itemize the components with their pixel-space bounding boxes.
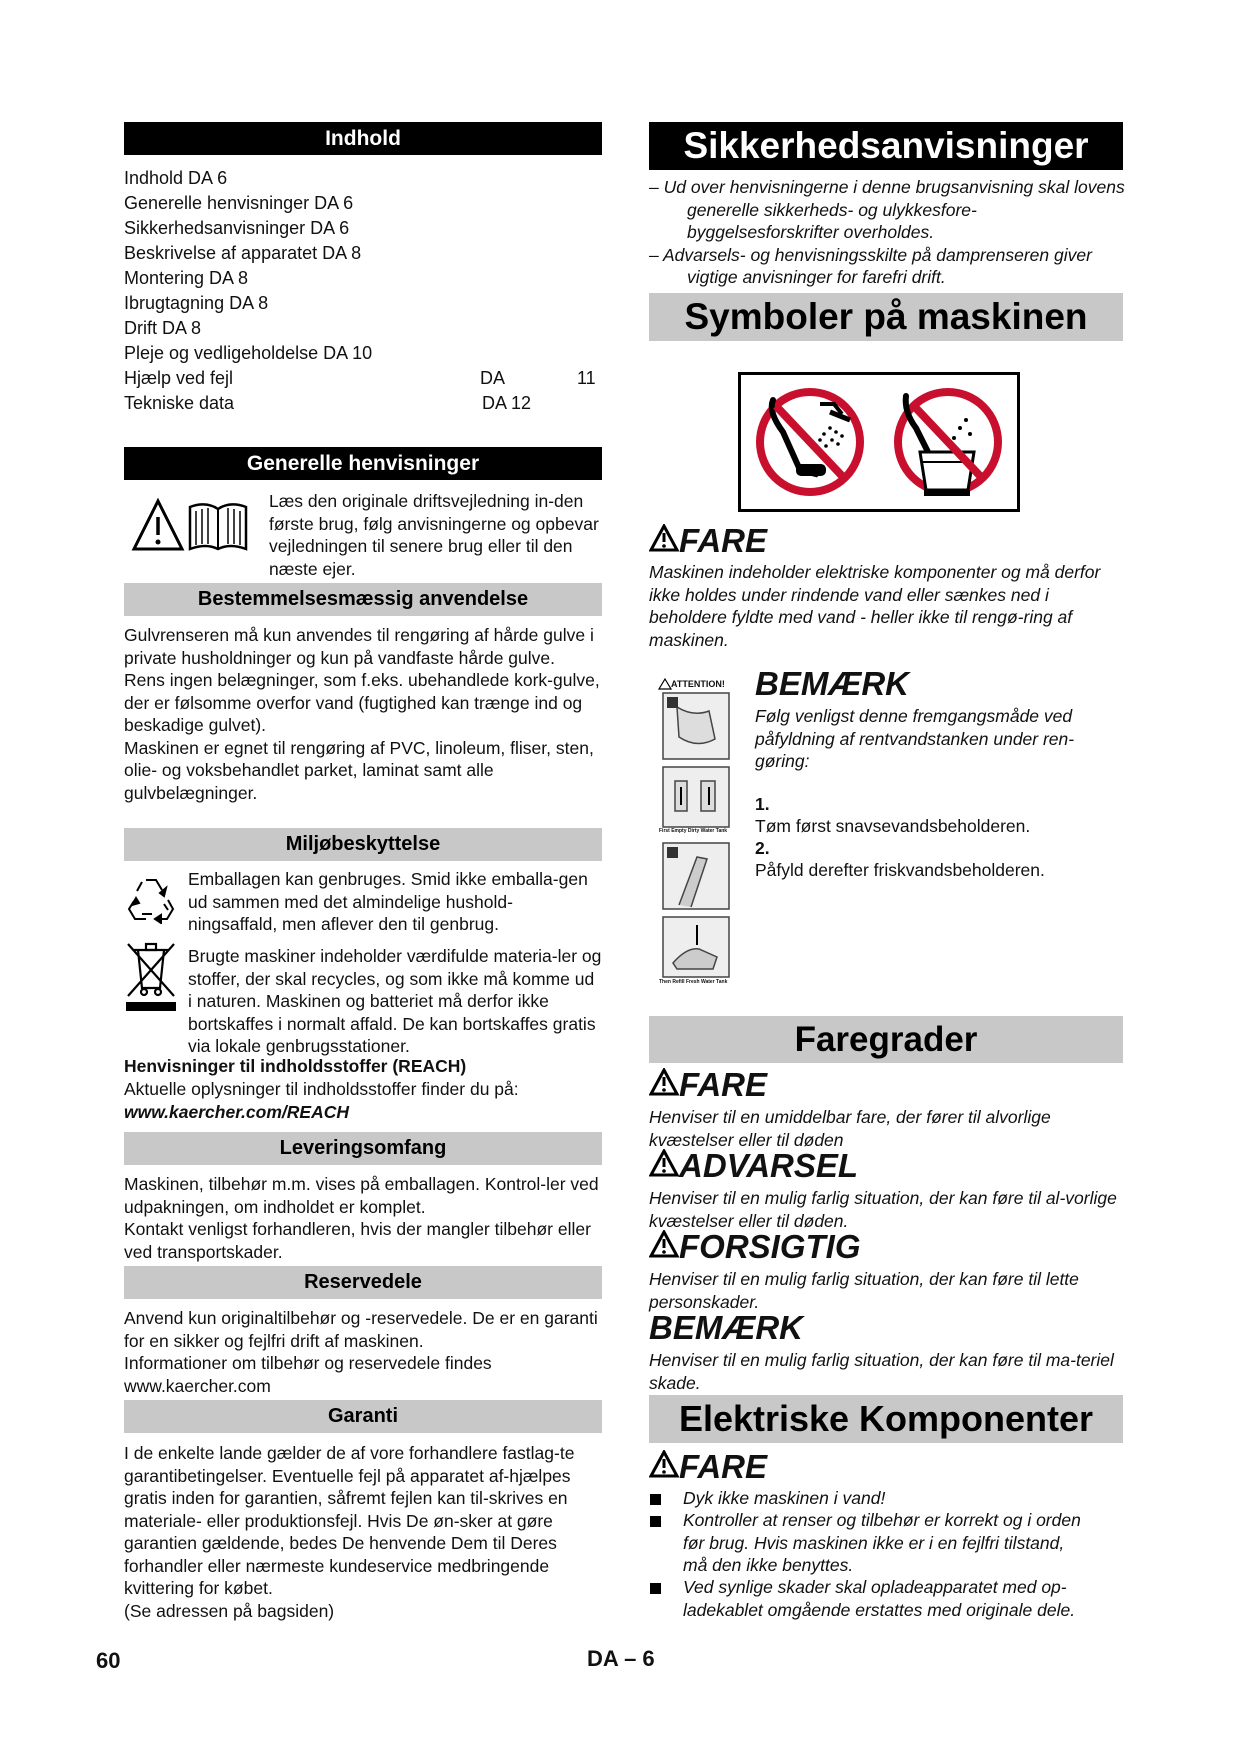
delivery-text: Maskinen, tilbehør m.m. vises på emballagen. Kontrol-ler ved udpakningen, om indholdet er komplet. Kontakt venligst forhandleren, hvis der mangler tilbehør eller ved transportskader. <box>124 1174 599 1262</box>
bullet-icon <box>650 1494 661 1505</box>
safety-heading: Sikkerhedsanvisninger <box>649 122 1123 170</box>
reach-link[interactable]: www.kaercher.com/REACH <box>124 1102 349 1122</box>
step-text-1: Tøm først snavsevandsbeholderen. <box>755 816 1031 836</box>
step-number-1: 1. <box>755 794 770 814</box>
warning-triangle-icon <box>649 1449 679 1485</box>
warning-triangle-icon <box>649 1229 679 1265</box>
hazard-bemaerk-text: Henviser til en mulig farlig situation, der kan føre til ma-teriel skade. <box>649 1350 1114 1393</box>
symbols-fare-text: Maskinen indeholder elektriske komponenter og må derfor ikke holdes under rindende vand eller sænkes ned i beholdere fyldte med vand - heller ikke til rengø-ring af maskinen. <box>649 562 1101 650</box>
hazard-advarsel-label: ADVARSEL <box>649 1148 858 1184</box>
safety-item: – Advarsels- og henvisningsskilte på damprenseren giver vigtige anvisninger for farefri drift. <box>649 244 1092 287</box>
safety-list <box>649 176 1125 289</box>
bullet-icon <box>650 1516 661 1527</box>
toc-entry[interactable]: Pleje og vedligeholdelse DA 10 <box>124 343 373 363</box>
attention-pictogram <box>657 677 735 995</box>
toc-entry[interactable]: Generelle henvisninger DA 6 <box>124 193 354 213</box>
safety-item: – Ud over henvisningerne i denne brugsanvisning skal lovens generelle sikkerheds- og ulykkesfore-byggelsesforskrifter overholdes. <box>649 177 1125 242</box>
spare-parts-text: Anvend kun originaltilbehør og -reservedele. De er en garanti for en sikker og fejlfri drift af maskinen. Informationer om tilbehør og reservedele findes www.kaercher.com <box>124 1308 598 1396</box>
page-code: DA – 6 <box>587 1646 655 1671</box>
toc-entry[interactable]: Montering DA 8 <box>124 268 249 288</box>
toc-entry[interactable]: Ibrugtagning DA 8 <box>124 293 269 313</box>
hazard-fare-label: FARE <box>649 1067 767 1103</box>
warning-triangle-icon <box>649 1067 679 1103</box>
hazard-bemaerk-label: BEMÆRK <box>649 1309 803 1346</box>
page-number: 60 <box>96 1648 121 1673</box>
recycling-icon <box>124 874 178 924</box>
bullet-icon <box>650 1583 661 1594</box>
toc-entry[interactable]: Sikkerhedsanvisninger DA 6 <box>124 218 350 238</box>
step-text-2: Påfyld derefter friskvandsbeholderen. <box>755 860 1045 880</box>
hazard-fare-text: Henviser til en umiddelbar fare, der fører til alvorlige kvæstelser eller til døden <box>649 1107 1051 1150</box>
warranty-text: I de enkelte lande gælder de af vore forhandlere fastlag-te garantibetingelser. Eventuelle fejl på apparatet af-hjælpes gratis inden for garantien, såfremt fejlen kan til-skrives en materiale- eller produktionsfejl. Hvis De øn-sker at gøre garantien gældende, bedes De henvende Dem til Deres forhandler eller nærmeste kundeservice medbringende kvittering for købet. (Se adressen på bagsiden) <box>124 1443 575 1621</box>
symbols-note-label: BEMÆRK <box>755 665 909 702</box>
delivery-heading: Leveringsomfang <box>124 1132 602 1165</box>
electrical-bullet: Dyk ikke maskinen i vand! <box>683 1488 886 1508</box>
reach-text: Aktuelle oplysninger til indholdsstoffer finder du på: <box>124 1079 519 1099</box>
toc-entry[interactable]: Drift DA 8 <box>124 318 202 338</box>
symbols-heading: Symboler på maskinen <box>649 293 1123 341</box>
electrical-heading: Elektriske Komponenter <box>649 1395 1123 1443</box>
general-intro: Læs den originale driftsvejledning in-den første brug, følg anvisningerne og opbevar vejledningen til senere brug eller til den næste ejer. <box>269 491 599 579</box>
electrical-bullet: Kontroller at renser og tilbehør er korrekt og i orden før brug. Hvis maskinen ikke er i en fejlfri tilstand, må den ikke benyttes. <box>683 1510 1081 1575</box>
attention-label: ATTENTION! <box>671 679 725 689</box>
intended-use-text: Gulvrenseren må kun anvendes til rengøring af hårde gulve i private husholdninger og kun på vandfaste hårde gulve. Rens ingen belægninger, som f.eks. ubehandlede kork-gulve, der er følsomme overfor vand (fugtighed kan trænge ind og beskadige gulvet). Maskinen er egnet til rengøring af PVC, linoleum, fliser, sten, olie- og voksbehandlet parket, laminat samt alle gulvbelægninger. <box>124 625 600 803</box>
hazard-forsigtig-text: Henviser til en mulig farlig situation, der kan føre til lette personskader. <box>649 1269 1079 1312</box>
toc-entry[interactable]: Hjælp ved fejl DA 11 <box>124 368 596 388</box>
packaging-text: Emballagen kan genbruges. Smid ikke emballa-gen ud sammen med det almindelige hushold-ningsaffald, men aflever den til genbrug. <box>188 869 588 934</box>
warranty-heading: Garanti <box>124 1400 602 1433</box>
step-number-2: 2. <box>755 838 770 858</box>
step-label-2: Then Refill Fresh Water Tank <box>659 979 728 985</box>
disposal-text: Brugte maskiner indeholder værdifulde materia-ler og stoffer, der skal recycles, og som ikke må komme ud i naturen. Maskinen og batteriet må derfor ikke bortskaffes i normalt affald. De kan bortskaffes gratis via lokale genbrugsstationer. <box>188 946 602 1056</box>
environment-heading: Miljøbeskyttelse <box>124 828 602 861</box>
step-label-1: First Empty Dirty Water Tank <box>659 828 728 834</box>
intended-use-heading: Bestemmelsesmæssig anvendelse <box>124 583 602 616</box>
toc-heading: Indhold <box>124 122 602 155</box>
general-heading: Generelle henvisninger <box>124 447 602 480</box>
symbols-fare-label: FARE <box>649 523 767 559</box>
hazard-forsigtig-label: FORSIGTIG <box>649 1229 861 1265</box>
spare-parts-heading: Reservedele <box>124 1266 602 1299</box>
hazard-levels-heading: Faregrader <box>649 1016 1123 1063</box>
hazard-advarsel-text: Henviser til en mulig farlig situation, der kan føre til al-vorlige kvæstelser eller til døden. <box>649 1188 1117 1231</box>
reach-heading: Henvisninger til indholdsstoffer (REACH) <box>124 1056 467 1076</box>
toc-entry[interactable]: Tekniske data DA 12 <box>124 393 532 413</box>
toc-entry[interactable]: Beskrivelse af apparatet DA 8 <box>124 243 362 263</box>
toc-entry[interactable]: Indhold DA 6 <box>124 168 228 188</box>
wheelie-bin-crossed-icon <box>124 940 178 1014</box>
electrical-fare-label: FARE <box>649 1449 767 1485</box>
warning-triangle-icon <box>649 1148 679 1184</box>
warning-triangle-icon <box>649 523 679 559</box>
warning-manual-icon <box>128 497 248 553</box>
machine-symbols-image <box>738 372 1020 512</box>
electrical-bullet: Ved synlige skader skal opladeapparatet med op-ladekablet omgående erstattes med originale dele. <box>683 1577 1076 1620</box>
symbols-note-text: Følg venligst denne fremgangsmåde ved påfyldning af rentvandstanken under ren-gøring: <box>755 706 1075 771</box>
